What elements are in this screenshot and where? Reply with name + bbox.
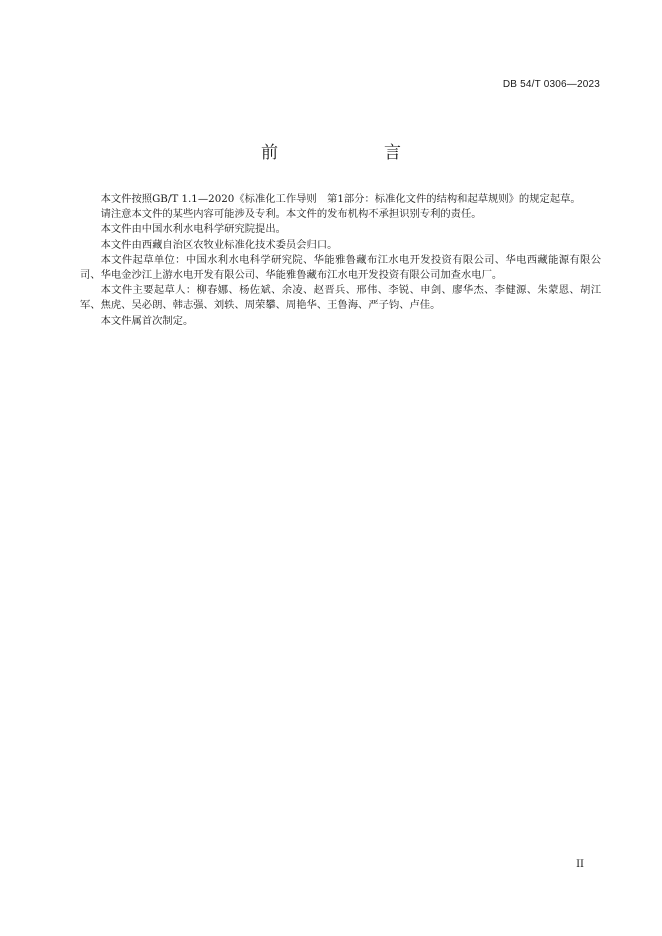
page-number: II bbox=[576, 859, 584, 870]
paragraph-first-edition: 本文件属首次制定。 bbox=[100, 314, 194, 327]
paragraph-committee: 本文件由西藏自治区农牧业标准化技术委员会归口。 bbox=[100, 238, 338, 251]
paragraph-drafters: 本文件主要起草人：柳春娜、杨佐斌、余凌、赵晋兵、邢伟、李锐、申剑、廖华杰、李健源、朱蒙恩、胡江军、焦虎、吴必朗、韩志强、刘轶、周荣攀、周艳华、王鲁海、严子钧、卢佳。 bbox=[80, 284, 601, 312]
paragraph-drafting-rules: 本文件按照GB/T 1.1—2020《标准化工作导则 第1部分：标准化文件的结构和起草规则》的规定起草。 bbox=[100, 193, 581, 205]
foreword-body bbox=[80, 192, 601, 329]
paragraph-patent-notice: 请注意本文件的某些内容可能涉及专利。本文件的发布机构不承担识别专利的责任。 bbox=[100, 208, 482, 221]
page-title: 前 言 bbox=[261, 143, 425, 163]
document-code: DB 54/T 0306—2023 bbox=[502, 79, 600, 90]
paragraph-drafting-units: 本文件起草单位：中国水利水电科学研究院、华能雅鲁藏布江水电开发投资有限公司、华电西藏能源有限公司、华电金沙江上游水电开发有限公司、华能雅鲁藏布江水电开发投资有限公司加查水电厂。 bbox=[80, 253, 601, 282]
paragraph-proposer: 本文件由中国水利水电科学研究院提出。 bbox=[100, 223, 286, 236]
